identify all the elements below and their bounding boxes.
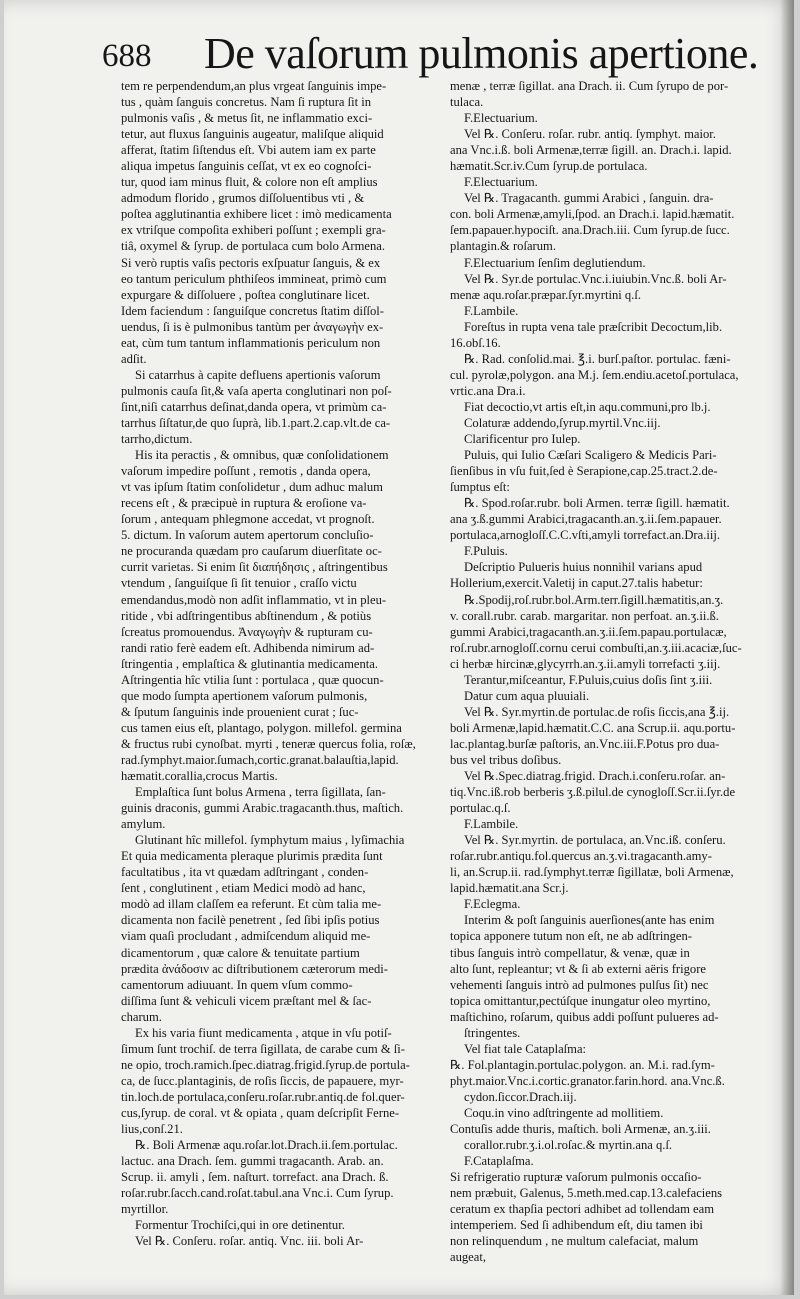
text-line: nem præbuit, Galenus, 5.meth.med.cap.13.calefaciens: [450, 1186, 723, 1201]
text-line: 16.obſ.16.: [450, 335, 501, 350]
text-line: Vel ℞. Conſeru. roſar. antiq. Vnc. iii. boli Ar-: [135, 1234, 364, 1249]
text-line: pulmonis cauſa ſit,& vaſa aperta conglutinari non poſ-: [121, 383, 392, 398]
text-line: li, an.Scrup.ii. rad.ſymphyt.terræ ſigillatæ, boli Armenæ,: [450, 865, 734, 880]
text-line: Glutinant hîc millefol. ſymphytum maius , lyſimachia: [135, 833, 405, 848]
text-line: Emplaſtica ſunt bolus Armena , terra ſigillata, ſan-: [135, 785, 386, 800]
text-line: non relinquendum , ne multum calefaciat, malum: [450, 1234, 699, 1249]
text-line: F.Lambile.: [464, 303, 519, 318]
text-line: plantagin.& roſarum.: [450, 239, 556, 254]
text-line: ana ʒ.ß.gummi Arabici,tragacanth.an.ʒ.ii.ſem.papauer.: [450, 512, 722, 527]
text-line: Terantur,miſceantur, F.Puluis,cuius doſis ſint ʒ.iii.: [464, 672, 713, 687]
text-line: ſtringentia , emplaſtica & glutinantia medicamenta.: [121, 656, 379, 671]
text-line: Vel fiat tale Cataplaſma:: [464, 1041, 587, 1056]
text-line: ſimum ſunt trochiſ. de terra ſigillata, de carabe cum & ſi-: [121, 1041, 405, 1056]
text-line: roſar.rubr.antiqu.fol.quercus an.ʒ.vi.tragacanth.amy-: [450, 849, 712, 864]
text-line: viam quaſi procludant , admiſcendum aliquid me-: [121, 929, 371, 944]
page-edge-shadow: [780, 0, 794, 1295]
text-line: lius,conſ.21.: [121, 1122, 183, 1137]
text-line: cul. pyrolæ,polygon. ana M.j. ſem.endiu.acetoſ.portulaca,: [450, 367, 739, 382]
text-line: Foreſtus in rupta vena tale præſcribit Decoctum,lib.: [464, 319, 723, 334]
text-line: ca, de ſucc.plantaginis, de roſis ſiccis, de papauere, myr-: [121, 1073, 404, 1088]
text-line: topica apponere tutum non eſt, ne ab adſtringen-: [450, 929, 692, 944]
text-line: emendandus,modò non adſit inflammatio, vt in pleu-: [121, 592, 387, 607]
text-line: ci herbæ hircinæ,glycyrrh.an.ʒ.ii.amyli torrefacti ʒ.iij.: [450, 656, 721, 671]
text-line: tetur, aut fluxus ſanguinis augeatur, maliſque aliquid: [121, 127, 384, 142]
running-head: [96, 22, 759, 82]
text-line: cydon.ſiccor.Drach.iij.: [464, 1089, 577, 1104]
text-line: Interim & poſt ſanguinis auerſiones(ante has enim: [464, 913, 715, 928]
text-line: randi ratio ferè eadem eſt. Adhibenda nimirum ad-: [121, 640, 375, 655]
text-line: alto ſunt, repleantur; vt & ſi ab externi aëris frigore: [450, 961, 706, 976]
text-line: F.Electuarium.: [464, 111, 538, 126]
text-line: tur, quod iam minus fluit, & colore non eſt amplius: [121, 175, 378, 190]
text-line: Formentur Trochiſci,qui in ore detinentur.: [135, 1218, 345, 1233]
text-line: tiâ, oxymel & ſyrup. de portulaca cum bolo Armena.: [121, 239, 386, 254]
text-line: Si catarrhus à capite defluens apertionis vaſorum: [135, 367, 381, 382]
text-line: Coqu.in vino adſtringente ad mollitiem.: [464, 1106, 664, 1120]
text-line: Idem faciendum : ſanguiſque concretus ſtatim diſſol-: [121, 303, 384, 318]
text-line: F.Puluis.: [464, 544, 508, 559]
text-line: amylum.: [121, 817, 166, 832]
text-line: pulmonis vaſis , & metus ſit, ne inflammatio exci-: [121, 111, 373, 126]
text-line: admodum florido , grumos diſſoluentibus vti , &: [121, 191, 365, 206]
text-line: vrtic.ana Dra.i.: [450, 383, 526, 398]
text-line: gummi Arabici,tragacanth.an.ʒ.ii.ſem.papau.portulacæ,: [450, 624, 727, 639]
text-line: bus vel tribus doſibus.: [450, 752, 562, 767]
text-line: adſit.: [121, 351, 147, 366]
text-line: ſent , conglutinent , etiam Medici modò ad hanc,: [121, 881, 366, 896]
text-line: Si refrigeratio rupturæ vaſorum pulmonis occaſio-: [450, 1170, 702, 1185]
text-line: aliqua impetus ſanguinis ceſſat, vt ex eo cognoſci-: [121, 159, 372, 174]
text-line: myrtillor.: [121, 1202, 169, 1217]
text-line: Vel ℞. Syr.myrtin.de portulac.de roſis ſiccis,ana ℥.ij.: [464, 704, 730, 719]
left-column: [121, 78, 429, 1249]
running-title: De vaſorum pulmonis apertione.: [204, 29, 759, 78]
text-line: roſar.rubr.ſacch.cand.roſat.tabul.ana Vnc.i. Cum ſyrup.: [121, 1186, 394, 1201]
text-line: Si verò ruptis vaſis pectoris exſpuatur ſanguis, & ex: [121, 255, 381, 270]
book-page: [4, 0, 794, 1295]
text-line: ana Vnc.i.ß. boli Armenæ,terræ ſigill. an. Drach.i. lapid.: [450, 143, 732, 158]
text-line: Vel ℞. Tragacanth. gummi Arabici , ſanguin. dra-: [464, 191, 714, 206]
text-line: tin.loch.de portulaca,conſeru.roſar.rubr.antiq.de fol.quer-: [121, 1089, 405, 1104]
text-line: Vel ℞. Conſeru. roſar. rubr. antiq. ſymphyt. maior.: [464, 127, 716, 142]
text-line: lac.plantag.burſæ paſtoris, an.Vnc.iii.F.Potus pro dua-: [450, 736, 720, 751]
text-line: ne opio, troch.ramich.ſpec.diatrag.frigid.ſyrup.de portula-: [121, 1057, 410, 1072]
text-line: F.Cataplaſma.: [464, 1154, 534, 1169]
text-line: prædita ἀνάδοσιν ac diſtributionem cæterorum medi-: [121, 961, 388, 976]
text-line: vehementi ſanguis intrò ad pulmones pulſus ſit) nec: [450, 977, 709, 992]
text-line: vtendum , ſanguiſque ſi ſit tenuior , craſſo victu: [121, 576, 357, 591]
text-line: ſorum , antequam phlegmone accedat, vt prognoſt.: [121, 512, 375, 527]
text-line: Vel ℞. Syr.myrtin. de portulaca, an.Vnc.iß. conſeru.: [464, 833, 726, 848]
text-line: eo tantum periculum phthiſeos immineat, primò cum: [121, 271, 387, 286]
text-line: ℞. Spod.roſar.rubr. boli Armen. terræ ſigill. hæmatit.: [464, 496, 730, 511]
page-number: 688: [102, 38, 152, 74]
text-line: v. corall.rubr. carab. margaritar. non perfoat. an.ʒ.ii.ß.: [450, 608, 719, 623]
text-line: expurgare & diſſoluere , poſtea conglutinare licet.: [121, 287, 370, 302]
text-line: ℞. Rad. conſolid.mai. ℥.i. burſ.paſtor. portulac. fæni-: [464, 351, 731, 366]
text-line: camentorum adiuuant. In quem vſum commo-: [121, 977, 353, 992]
text-line: roſ.rubr.arnogloſſ.cornu cerui combuſti,an.ʒ.iii.acaciæ,ſuc-: [450, 640, 742, 655]
text-line: phyt.maior.Vnc.i.cortic.granator.farin.hord. ana.Vnc.ß.: [450, 1073, 725, 1088]
text-line: tulaca.: [450, 95, 484, 110]
text-line: ſienſibus in vſu fuit,ſed è Serapione,cap.25.tract.2.de-: [450, 464, 718, 479]
text-line: cus tamen eius eſt, plantago, polygon. millefol. germina: [121, 720, 402, 735]
text-line: intemperiem. Sed ſi adhibendum eſt, diu tamen ibi: [450, 1218, 703, 1233]
text-line: portulac.q.ſ.: [450, 801, 511, 816]
text-line: ℞. Boli Armenæ aqu.roſar.lot.Drach.ii.ſem.portulac.: [135, 1138, 398, 1153]
text-line: Clarificentur pro Iulep.: [464, 432, 581, 447]
text-line: ritide , vbi adſtringentibus abſtinendum , & potiùs: [121, 608, 372, 623]
text-line: currit varietas. Si enim ſit διαπήδησις , aſtringentibus: [121, 560, 388, 575]
text-line: recens eſt , & præcipuè in ruptura & eroſione va-: [121, 496, 367, 511]
text-line: ſint,niſi catarrhus deſinat,danda opera, vt primùm ca-: [121, 399, 387, 414]
text-line: ſem.papauer.hypociſt. ana.Drach.iii. Cum ſyrup.de ſucc.: [450, 223, 730, 238]
text-line: tus , quàm ſanguis concretus. Nam ſi ruptura ſit in: [121, 95, 372, 110]
text-line: poſtea agglutinantia exhibere licet : imò medicamenta: [121, 207, 392, 222]
text-line: dicamentorum , quæ calore & tenuitate partium: [121, 945, 360, 960]
text-line: cus,ſyrup. de coral. vt & opiata , quam deſcripſit Ferne-: [121, 1106, 400, 1120]
text-line: F.Lambile.: [464, 817, 519, 832]
text-line: corallor.rubr.ʒ.i.ol.roſac.& myrtin.ana q.ſ.: [464, 1138, 673, 1153]
text-line: Et quia medicamenta pleraque plurimis prædita ſunt: [121, 849, 383, 864]
text-line: Fiat decoctio,vt artis eſt,in aqu.communi,pro lb.j.: [464, 399, 711, 414]
text-line: tarrhus ſiſtatur,de quo ſuprà, lib.1.part.2.cap.vlt.de ca-: [121, 415, 391, 430]
text-line: Ex his varia fiunt medicamenta , atque in vſu potiſ-: [135, 1025, 392, 1040]
text-line: boli Armenæ,lapid.hæmatit.C.C. ana Scrup.ii. aqu.portu-: [450, 720, 736, 735]
text-line: tibus ſanguis intrò compellatur, & venæ, quæ in: [450, 945, 690, 960]
text-line: 5. dictum. In vaſorum autem apertorum concluſio-: [121, 528, 374, 543]
text-line: ℞. Fol.plantagin.portulac.polygon. an. M.i. rad.ſym-: [450, 1057, 715, 1072]
text-line: Deſcriptio Pulueris huius nonnihil varians apud: [464, 560, 703, 575]
text-line: diſſima ſunt & vehiculi vicem præſtant mel & ſac-: [121, 993, 372, 1008]
text-line: portulaca,arnogloſſ.C.C.vſti,amyli torrefact.an.Dra.iij.: [450, 528, 720, 543]
text-line: lactuc. ana Drach. ſem. gummi tragacanth. Arab. an.: [121, 1154, 384, 1169]
text-line: & ſputum ſanguinis inde prouenient curat ; ſuc-: [121, 704, 359, 719]
text-line: que modo ſumpta apertionem vaſorum pulmonis,: [121, 688, 368, 703]
text-line: menæ aqu.roſar.præpar.ſyr.myrtini q.ſ.: [450, 287, 641, 302]
text-line: vaſorum impedire poſſunt , remotis , danda opera,: [121, 464, 371, 479]
text-line: Vel ℞.Spec.diatrag.frigid. Drach.i.conſeru.roſar. an-: [464, 769, 726, 784]
text-line: tem re perpendendum,an plus vrgeat ſanguinis impe-: [121, 79, 387, 93]
text-line: dicamenta non facilè penetrent , ſed ſibi ipſis potius: [121, 913, 380, 928]
text-line: rad.ſymphyt.maior.ſumach,cortic.granat.balauſtia,lapid.: [121, 752, 399, 767]
text-line: eat, cùm tum tantum inflammationis periculum non: [121, 335, 381, 350]
text-line: ceratum ex thapſia pectori adhibet ad tollendam eam: [450, 1202, 715, 1217]
text-line: afferat, ſtatim ſiſtendus eſt. Vbi autem iam ex parte: [121, 143, 376, 158]
text-line: facultatibus , ita vt quædam adſtringant , conden-: [121, 865, 369, 880]
text-line: con. boli Armenæ,amyli,ſpod. an Drach.i. lapid.hæmatit.: [450, 207, 735, 222]
text-line: tarrho,dictum.: [121, 432, 193, 447]
text-line: His ita peractis , & omnibus, quæ conſolidationem: [135, 448, 389, 463]
text-line: Contuſis adde thuris, maſtich. boli Armenæ, an.ʒ.iii.: [450, 1122, 711, 1137]
text-line: Datur cum aqua pluuiali.: [464, 688, 590, 703]
text-line: tiq.Vnc.iß.rob berberis ʒ.ß.pilul.de cynogloſſ.Scr.ii.ſyr.de: [450, 785, 736, 800]
text-line: Scrup. ii. amyli , ſem. naſturt. torrefact. ana Drach. ß.: [121, 1170, 389, 1185]
text-line: ex vtriſque compoſita exhiberi poſſunt ; exempli gra-: [121, 223, 386, 238]
text-line: Puluis, qui Iulio Cæſari Scaligero & Medicis Pari-: [464, 448, 717, 463]
text-line: maſtichino, roſarum, quibus addi poſſunt pulueres ad-: [450, 1009, 719, 1024]
text-line: F.Electuarium ſenſim deglutiendum.: [464, 255, 646, 270]
text-line: Vel ℞. Syr.de portulac.Vnc.i.iuiubin.Vnc.ß. boli Ar-: [464, 271, 727, 286]
text-line: F.Eclegma.: [464, 897, 521, 912]
text-line: vt vas ipſum ſtatim conſolidetur , dum adhuc malum: [121, 480, 383, 495]
text-line: hæmatit.corallia,crocus Martis.: [121, 769, 278, 784]
text-line: menæ , terræ ſigillat. ana Drach. ii. Cum ſyrupo de por-: [450, 79, 729, 93]
text-line: Colaturæ addendo,ſyrup.myrtil.Vnc.iij.: [464, 415, 661, 430]
text-line: hæmatit.Scr.iv.Cum ſyrup.de portulaca.: [450, 159, 648, 174]
text-line: guinis draconis, gummi Arabic.tragacanth.thus, maſtich.: [121, 801, 404, 816]
text-line: Aſtringentia hîc vtilia ſunt : portulaca , quæ quocun-: [121, 672, 384, 687]
text-line: ℞.Spodij,roſ.rubr.bol.Arm.terr.ſigill.hæmatitis,an.ʒ.: [464, 592, 724, 607]
text-line: F.Electuarium.: [464, 175, 538, 190]
text-line: augeat,: [450, 1250, 487, 1265]
text-line: ſcreatus promouendus. Ἀναγωγὴν & rupturam cu-: [121, 624, 373, 639]
text-line: charum.: [121, 1009, 162, 1024]
text-line: modò ad illam claſſem ea referunt. Et cùm talia me-: [121, 897, 382, 912]
text-line: ſumptus eſt:: [450, 480, 510, 495]
text-line: topica omittantur,pectúſque inungatur oleo myrtino,: [450, 993, 711, 1008]
text-line: ne procuranda quædam pro cauſarum diuerſitate oc-: [121, 544, 382, 559]
text-line: ſtringentes.: [464, 1025, 521, 1040]
text-line: Hollerium,exercit.Valetij in caput.27.talis habetur:: [450, 576, 703, 591]
right-column: [450, 78, 764, 1265]
text-line: & fructus rubi cynoſbat. myrti , teneræ quercus folia, roſæ,: [121, 736, 416, 751]
text-line: lapid.hæmatit.ana Scr.j.: [450, 881, 569, 896]
text-line: uendus, ſi is è pulmonibus tantùm per ἀναγωγὴν ex-: [121, 319, 384, 334]
